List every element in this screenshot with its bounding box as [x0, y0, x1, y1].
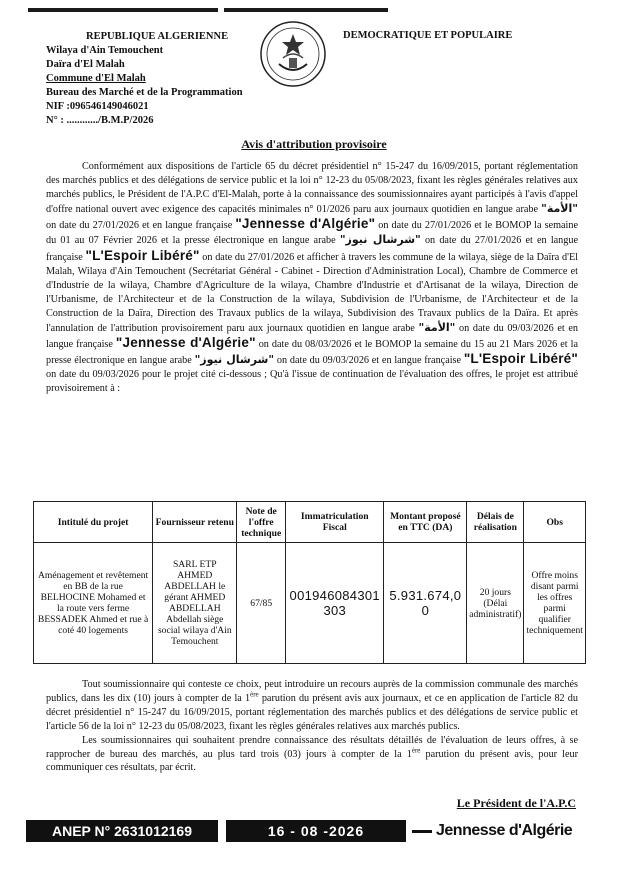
table-row	[34, 543, 586, 664]
top-rule-right	[224, 8, 388, 12]
publication-footer	[26, 820, 606, 842]
header-left	[46, 30, 243, 128]
cell-supplier: SARL ETP AHMED ABDELLAH le gérant AHMED ABDELLAH Abdellah siège social wilaya d'Ain Temouchent	[153, 543, 237, 664]
anep-number: ANEP N° 2631012169	[26, 820, 218, 842]
col-header-project: Intitulé du projet	[34, 502, 153, 543]
col-header-obs: Obs	[524, 502, 586, 543]
notice-body	[46, 160, 578, 397]
header-line: Bureau des Marché et de la Programmation	[46, 87, 243, 98]
col-header-amount: Montant proposé en TTC (DA)	[384, 502, 467, 543]
attribution-table	[33, 501, 586, 664]
cell-delay: 20 jours (Délai administratif)	[467, 543, 524, 664]
header-line: Wilaya d'Ain Temouchent	[46, 45, 164, 56]
col-header-nif: Immatriculation Fiscal	[286, 502, 384, 543]
notice-title: Avis d'attribution provisoire	[241, 137, 387, 151]
cell-amount: 5.931.674,00	[384, 543, 467, 664]
national-emblem-icon	[259, 20, 327, 88]
header-line: NIF :096546149046021	[46, 101, 149, 112]
appeal-paragraph: Tout soumissionnaire qui conteste ce choix, peut introduire un recours auprès de la commission communale des marchés publics, dans les dix (10) jours à compter de la 1ère parution du présent avis aux journaux, et ce en application de l'article 82 du décret présidentiel n° 15-247 du 16/09/2015, portant réglementation des marchés publics et des délégations de service public et l'article 56 de la loi n° 12-23 du 05/08/2023, fixant les règles générales relatives aux marchés publics.	[46, 679, 578, 732]
cell-project: Aménagement et revêtement en BB de la rue BELHOCINE Mohamed et la route vers ferme BESSADEK Ahmed et rue à coté 40 logements	[34, 543, 153, 664]
journal-name: Jennesse d'Algérie	[436, 822, 573, 839]
cell-note: 67/85	[237, 543, 286, 664]
publication-date: 16 - 08 -2026	[226, 820, 406, 842]
republic-label: REPUBLIQUE ALGERIENNE	[86, 31, 229, 42]
cell-nif: 001946084301303	[286, 543, 384, 664]
table-header-row	[34, 502, 586, 543]
header-right: DEMOCRATIQUE ET POPULAIRE	[343, 30, 513, 41]
col-header-note: Note de l'offre technique	[237, 502, 286, 543]
signature-label: Le Président de l'A.P.C	[456, 796, 576, 810]
top-rule-left	[28, 8, 218, 12]
header-line: N° : ............/B.M.P/2026	[46, 115, 154, 126]
footer-divider	[412, 830, 432, 833]
results-paragraph: Les soumissionnaires qui souhaitent prendre connaissance des résultats détaillés de l'évaluation de leurs offres, à se rapprocher de bureau des marchés, au plus tard trois (03) jours à compter de la 1ère parution du présent avis, pour leur communiquer ces résultats, par écrit.	[46, 734, 579, 774]
col-header-supplier: Fournisseur retenu	[153, 502, 237, 543]
header-line: Daïra d'El Malah	[46, 59, 125, 70]
col-header-delay: Délais de réalisation	[467, 502, 524, 543]
intro-paragraph: Conformément aux dispositions de l'article 65 du décret présidentiel n° 15-247 du 16/09/2015, portant réglementation des marchés publics et des délégations de service public et la loi n° 12-23 du 05/08/2023, fixant les règles générales relatives aux marchés publics, le Président de l'A.P.C d'El-Malah, porte à la connaissance des soumissionnaires ayant participés à l'avis d'appel d'offre national ouvert avec exigence des capacités minimales n° 01/2026 paru aux journaux quotidien en langue arabe "الأمة" on date du 27/01/2026 et en langue française "Jennesse d'Algérie" on date du 27/01/2026 et le BOMOP la semaine du 01 au 07 Février 2026 et la presse électronique en langue arabe "شرشال نيوز" on date du 27/01/2026 et en langue française "L'Espoir Libéré" on date du 27/01/2026 et afficher à travers les commune de la wilaya, siège de la Daïra d'El Malah, Wilaya d'Ain Temouchent (Secrétariat Général - Cabinet - Direction d'Administration Local), Chambre de Commerce et d'Industrie de la wilaya, Chambre d'Agriculture de la wilaya, Chambre d'Industrie et d'Artisanat de la wilaya, Direction de l'Urbanisme, de l'Architecteur et de la Construction de la wilaya, Subdivision de l'Urbanisme, de l'Architecteur et de la Construction de la Daïra, Direction des Travaux publics de la wilaya, Subdivision des Travaux publics de la Daïra. Et après l'annulation de l'attribution provisoirement paru aux journaux quotidien en langue arabe "الأمة" on date du 09/03/2026 et en langue française "Jennesse d'Algérie" on date du 08/03/2026 et le BOMOP la semaine du 15 au 21 Mars 2026 et la presse électronique en langue arabe "شرشال نيوز" on date du 09/03/2026 et en langue française "L'Espoir Libéré" on date du 09/03/2026 pour le projet cité ci-dessous ; Qu'à l'issue de continuation de l'évaluation des offres, le projet est attribué provisoirement à :	[46, 161, 578, 395]
cell-obs: Offre moins disant parmi les offres parmi qualifier techniquement	[524, 543, 586, 664]
header-line: Commune d'El Malah	[46, 73, 146, 84]
closing-text	[46, 678, 578, 775]
